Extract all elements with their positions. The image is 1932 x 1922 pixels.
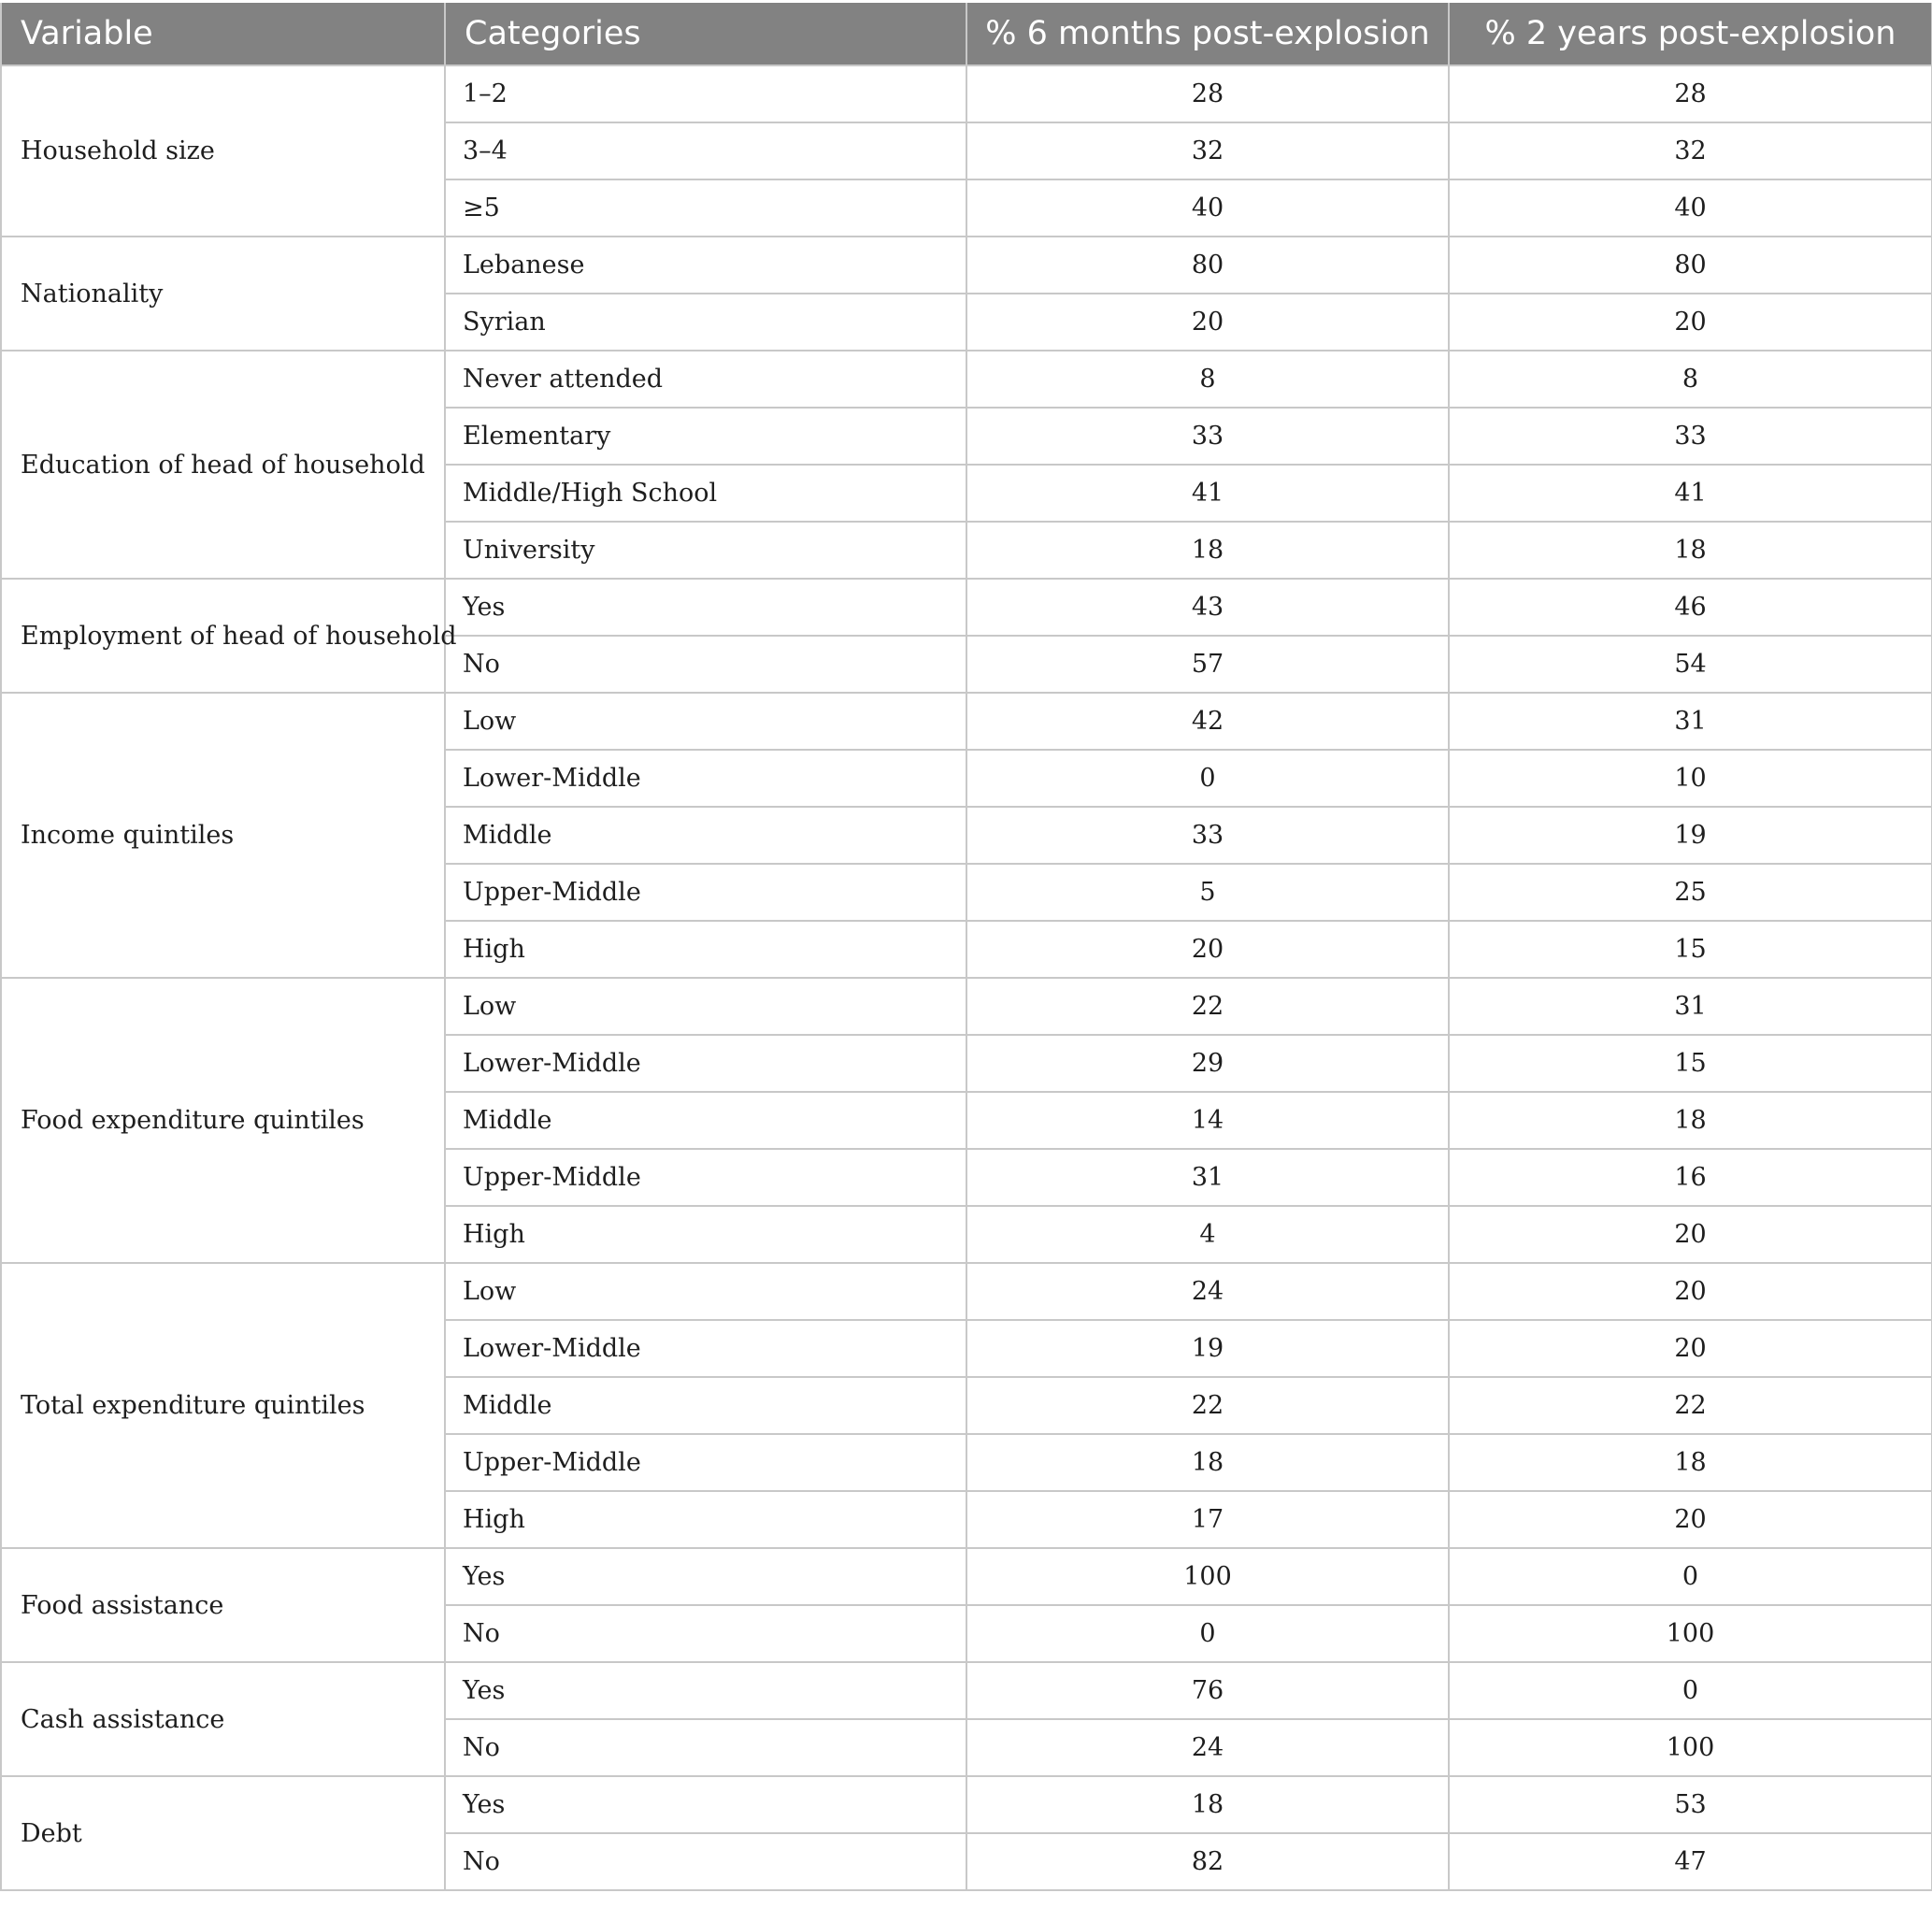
two-years-value-cell: 0 bbox=[1449, 1548, 1932, 1605]
header-row bbox=[1, 3, 1932, 65]
table-row bbox=[1, 1263, 1932, 1320]
two-years-value-cell: 41 bbox=[1449, 465, 1932, 522]
six-months-value-cell: 5 bbox=[966, 864, 1449, 921]
variable-cell: Household size bbox=[1, 65, 445, 237]
category-cell: High bbox=[445, 1206, 966, 1263]
six-months-value-cell: 29 bbox=[966, 1035, 1449, 1092]
category-cell: No bbox=[445, 1605, 966, 1662]
table-row bbox=[1, 237, 1932, 294]
two-years-value-cell: 100 bbox=[1449, 1719, 1932, 1776]
six-months-value-cell: 100 bbox=[966, 1548, 1449, 1605]
two-years-value-cell: 16 bbox=[1449, 1149, 1932, 1206]
six-months-value-cell: 19 bbox=[966, 1320, 1449, 1377]
two-years-value-cell: 22 bbox=[1449, 1377, 1932, 1434]
six-months-value-cell: 76 bbox=[966, 1662, 1449, 1719]
two-years-value-cell: 18 bbox=[1449, 522, 1932, 579]
six-months-value-cell: 28 bbox=[966, 65, 1449, 122]
six-months-value-cell: 8 bbox=[966, 351, 1449, 408]
category-cell: 3–4 bbox=[445, 122, 966, 179]
two-years-value-cell: 20 bbox=[1449, 1206, 1932, 1263]
category-cell: University bbox=[445, 522, 966, 579]
two-years-value-cell: 80 bbox=[1449, 237, 1932, 294]
variable-cell: Total expenditure quintiles bbox=[1, 1263, 445, 1548]
category-cell: Middle/High School bbox=[445, 465, 966, 522]
two-years-value-cell: 25 bbox=[1449, 864, 1932, 921]
category-cell: Yes bbox=[445, 1662, 966, 1719]
category-cell: Upper-Middle bbox=[445, 1434, 966, 1491]
category-cell: Lower-Middle bbox=[445, 1320, 966, 1377]
two-years-value-cell: 100 bbox=[1449, 1605, 1932, 1662]
six-months-value-cell: 20 bbox=[966, 921, 1449, 978]
six-months-value-cell: 82 bbox=[966, 1833, 1449, 1890]
six-months-value-cell: 18 bbox=[966, 1776, 1449, 1833]
two-years-value-cell: 31 bbox=[1449, 978, 1932, 1035]
six-months-value-cell: 24 bbox=[966, 1263, 1449, 1320]
category-cell: Never attended bbox=[445, 351, 966, 408]
variable-cell: Debt bbox=[1, 1776, 445, 1890]
variable-cell: Food expenditure quintiles bbox=[1, 978, 445, 1263]
category-cell: Yes bbox=[445, 579, 966, 636]
variable-cell: Food assistance bbox=[1, 1548, 445, 1662]
two-years-value-cell: 19 bbox=[1449, 807, 1932, 864]
table-row bbox=[1, 65, 1932, 122]
category-cell: No bbox=[445, 636, 966, 693]
category-cell: High bbox=[445, 1491, 966, 1548]
category-cell: Low bbox=[445, 693, 966, 750]
category-cell: Low bbox=[445, 1263, 966, 1320]
six-months-value-cell: 33 bbox=[966, 408, 1449, 465]
table-row bbox=[1, 351, 1932, 408]
category-cell: Lower-Middle bbox=[445, 750, 966, 807]
six-months-value-cell: 41 bbox=[966, 465, 1449, 522]
table-row bbox=[1, 1776, 1932, 1833]
two-years-value-cell: 8 bbox=[1449, 351, 1932, 408]
two-years-value-cell: 31 bbox=[1449, 693, 1932, 750]
six-months-value-cell: 31 bbox=[966, 1149, 1449, 1206]
category-cell: 1–2 bbox=[445, 65, 966, 122]
category-cell: No bbox=[445, 1719, 966, 1776]
category-cell: Lower-Middle bbox=[445, 1035, 966, 1092]
category-cell: Middle bbox=[445, 1092, 966, 1149]
category-cell: Middle bbox=[445, 1377, 966, 1434]
category-cell: Upper-Middle bbox=[445, 1149, 966, 1206]
six-months-value-cell: 32 bbox=[966, 122, 1449, 179]
category-cell: High bbox=[445, 921, 966, 978]
category-cell: Elementary bbox=[445, 408, 966, 465]
six-months-value-cell: 24 bbox=[966, 1719, 1449, 1776]
six-months-value-cell: 57 bbox=[966, 636, 1449, 693]
two-years-value-cell: 20 bbox=[1449, 1320, 1932, 1377]
six-months-value-cell: 33 bbox=[966, 807, 1449, 864]
six-months-value-cell: 80 bbox=[966, 237, 1449, 294]
table-row bbox=[1, 693, 1932, 750]
six-months-value-cell: 18 bbox=[966, 522, 1449, 579]
two-years-value-cell: 28 bbox=[1449, 65, 1932, 122]
two-years-value-cell: 20 bbox=[1449, 294, 1932, 351]
two-years-value-cell: 15 bbox=[1449, 921, 1932, 978]
two-years-value-cell: 18 bbox=[1449, 1434, 1932, 1491]
two-years-value-cell: 10 bbox=[1449, 750, 1932, 807]
two-years-value-cell: 47 bbox=[1449, 1833, 1932, 1890]
category-cell: Yes bbox=[445, 1776, 966, 1833]
category-cell: Syrian bbox=[445, 294, 966, 351]
category-cell: Lebanese bbox=[445, 237, 966, 294]
six-months-value-cell: 0 bbox=[966, 750, 1449, 807]
six-months-value-cell: 0 bbox=[966, 1605, 1449, 1662]
six-months-value-cell: 43 bbox=[966, 579, 1449, 636]
header-2-years: % 2 years post-explosion bbox=[1449, 3, 1932, 65]
table-row bbox=[1, 1548, 1932, 1605]
six-months-value-cell: 4 bbox=[966, 1206, 1449, 1263]
two-years-value-cell: 46 bbox=[1449, 579, 1932, 636]
table-body bbox=[1, 65, 1932, 1890]
header-6-months: % 6 months post-explosion bbox=[966, 3, 1449, 65]
table-container bbox=[0, 3, 1932, 1891]
two-years-value-cell: 18 bbox=[1449, 1092, 1932, 1149]
six-months-value-cell: 14 bbox=[966, 1092, 1449, 1149]
category-cell: Low bbox=[445, 978, 966, 1035]
variable-cell: Employment of head of household bbox=[1, 579, 445, 693]
category-cell: No bbox=[445, 1833, 966, 1890]
table-header bbox=[1, 3, 1932, 65]
six-months-value-cell: 40 bbox=[966, 179, 1449, 237]
category-cell: ≥5 bbox=[445, 179, 966, 237]
six-months-value-cell: 42 bbox=[966, 693, 1449, 750]
two-years-value-cell: 33 bbox=[1449, 408, 1932, 465]
two-years-value-cell: 32 bbox=[1449, 122, 1932, 179]
data-table bbox=[0, 3, 1932, 1891]
six-months-value-cell: 22 bbox=[966, 1377, 1449, 1434]
two-years-value-cell: 54 bbox=[1449, 636, 1932, 693]
category-cell: Upper-Middle bbox=[445, 864, 966, 921]
six-months-value-cell: 18 bbox=[966, 1434, 1449, 1491]
two-years-value-cell: 53 bbox=[1449, 1776, 1932, 1833]
two-years-value-cell: 20 bbox=[1449, 1263, 1932, 1320]
header-variable: Variable bbox=[1, 3, 445, 65]
variable-cell: Cash assistance bbox=[1, 1662, 445, 1776]
variable-cell: Income quintiles bbox=[1, 693, 445, 978]
table-row bbox=[1, 579, 1932, 636]
variable-cell: Nationality bbox=[1, 237, 445, 351]
category-cell: Middle bbox=[445, 807, 966, 864]
category-cell: Yes bbox=[445, 1548, 966, 1605]
variable-cell: Education of head of household bbox=[1, 351, 445, 579]
table-row bbox=[1, 978, 1932, 1035]
six-months-value-cell: 17 bbox=[966, 1491, 1449, 1548]
six-months-value-cell: 22 bbox=[966, 978, 1449, 1035]
six-months-value-cell: 20 bbox=[966, 294, 1449, 351]
table-row bbox=[1, 1662, 1932, 1719]
two-years-value-cell: 0 bbox=[1449, 1662, 1932, 1719]
two-years-value-cell: 15 bbox=[1449, 1035, 1932, 1092]
two-years-value-cell: 20 bbox=[1449, 1491, 1932, 1548]
two-years-value-cell: 40 bbox=[1449, 179, 1932, 237]
header-categories: Categories bbox=[445, 3, 966, 65]
